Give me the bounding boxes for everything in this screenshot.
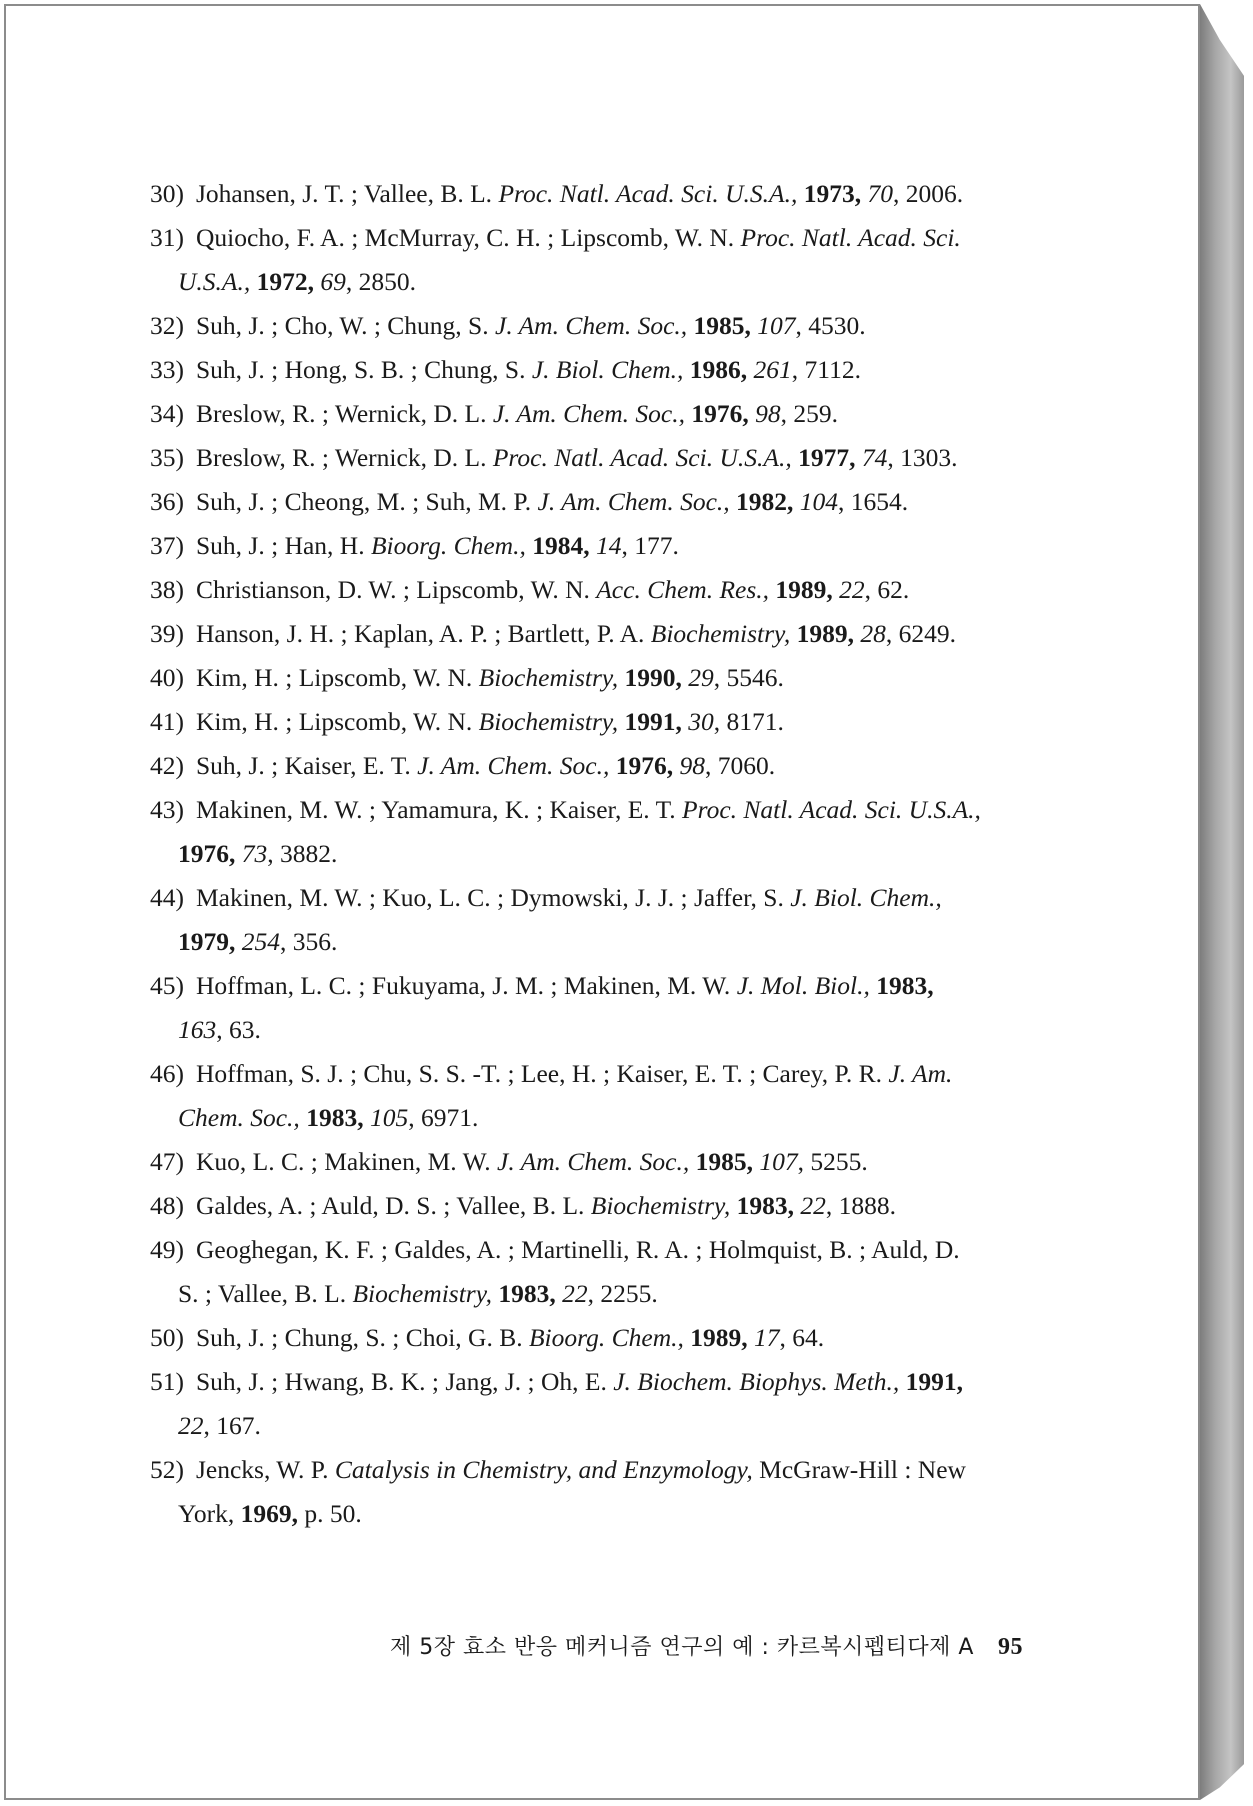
reference-authors: Makinen, M. W. ; Kuo, L. C. ; Dymowski, J. J. ; Jaffer, S. xyxy=(196,883,784,912)
reference-authors: Hoffman, S. J. ; Chu, S. S. -T. ; Lee, H. ; Kaiser, E. T. ; Carey, P. R. xyxy=(196,1059,883,1088)
reference-volume: 29 xyxy=(688,663,714,692)
reference-item xyxy=(150,788,1046,876)
reference-year: 1983, xyxy=(736,1191,795,1220)
reference-year: 1984, xyxy=(532,531,590,560)
reference-journal: J. Am. Chem. Soc., xyxy=(417,751,610,780)
reference-number: 43) xyxy=(150,795,184,824)
reference-year: 1972, xyxy=(256,267,314,296)
reference-volume: 22 xyxy=(839,575,865,604)
reference-authors: Breslow, R. ; Wernick, D. L. xyxy=(196,399,487,428)
reference-volume: 22 xyxy=(800,1191,826,1220)
reference-number: 52) xyxy=(150,1455,184,1484)
reference-volume: 17 xyxy=(754,1323,780,1352)
reference-volume: 22 xyxy=(562,1279,588,1308)
reference-year: 1973, xyxy=(803,179,862,208)
reference-year: 1979, xyxy=(178,927,236,956)
reference-volume: 104 xyxy=(799,487,839,516)
reference-journal: Biochemistry, xyxy=(590,1191,731,1220)
reference-year: 1976, xyxy=(615,751,674,780)
reference-authors: Suh, J. ; Hwang, B. K. ; Jang, J. ; Oh, E. xyxy=(196,1367,607,1396)
reference-authors: Quiocho, F. A. ; McMurray, C. H. ; Lipscomb, W. N. xyxy=(196,223,735,252)
reference-item xyxy=(150,304,1046,348)
reference-number: 40) xyxy=(150,663,184,692)
reference-journal: J. Biol. Chem., xyxy=(790,883,942,912)
reference-pages: , 6971. xyxy=(408,1103,479,1132)
reference-number: 34) xyxy=(150,399,184,428)
reference-item xyxy=(150,568,1046,612)
reference-journal: J. Biochem. Biophys. Meth., xyxy=(613,1367,900,1396)
reference-journal: J. Am. xyxy=(888,1059,953,1088)
reference-authors: Christianson, D. W. ; Lipscomb, W. N. xyxy=(196,575,590,604)
reference-volume: 74 xyxy=(861,443,888,472)
reference-year: 1983, xyxy=(498,1279,556,1308)
reference-pages: , 2006. xyxy=(892,179,964,208)
page-edge-shadow xyxy=(1200,4,1244,1800)
reference-item xyxy=(150,1228,1046,1316)
reference-item xyxy=(150,876,1046,964)
reference-pages: , 177. xyxy=(621,531,679,560)
reference-year: 1977, xyxy=(798,443,856,472)
reference-authors: Suh, J. ; Cheong, M. ; Suh, M. P. xyxy=(196,487,532,516)
reference-item xyxy=(150,1184,1046,1228)
reference-volume: 261 xyxy=(753,355,792,384)
reference-item xyxy=(150,700,1046,744)
reference-number: 49) xyxy=(150,1235,184,1264)
reference-pages: , 2850. xyxy=(345,267,416,296)
reference-journal: Proc. Natl. Acad. Sci. U.S.A., xyxy=(682,795,981,824)
reference-number: 50) xyxy=(150,1323,184,1352)
reference-pages: , 62. xyxy=(864,575,910,604)
reference-journal: J. Am. Chem. Soc., xyxy=(492,399,685,428)
reference-item xyxy=(150,1316,1046,1360)
reference-authors: Makinen, M. W. ; Yamamura, K. ; Kaiser, E. T. xyxy=(196,795,676,824)
reference-publisher: McGraw-Hill : New xyxy=(759,1455,966,1484)
reference-authors: Kim, H. ; Lipscomb, W. N. xyxy=(196,707,473,736)
reference-volume: 28 xyxy=(860,619,886,648)
reference-journal: J. Mol. Biol., xyxy=(736,971,870,1000)
reference-pages: , 259. xyxy=(780,399,838,428)
reference-authors: Kim, H. ; Lipscomb, W. N. xyxy=(196,663,473,692)
reference-pages: , 1654. xyxy=(838,487,909,516)
reference-pages: , 8171. xyxy=(713,707,784,736)
reference-year: 1976, xyxy=(691,399,749,428)
reference-number: 38) xyxy=(150,575,184,604)
reference-year: 1989, xyxy=(775,575,833,604)
reference-journal: J. Biol. Chem., xyxy=(531,355,684,384)
reference-journal: Biochemistry, xyxy=(478,663,619,692)
reference-volume: 98 xyxy=(679,751,705,780)
reference-year: 1982, xyxy=(736,487,794,516)
reference-number: 41) xyxy=(150,707,184,736)
reference-authors: Jencks, W. P. xyxy=(196,1455,329,1484)
reference-item xyxy=(150,172,1046,216)
reference-volume: 14 xyxy=(595,531,622,560)
reference-item xyxy=(150,656,1046,700)
reference-volume: 22 xyxy=(178,1411,204,1440)
reference-pages: , 64. xyxy=(779,1323,825,1352)
reference-number: 36) xyxy=(150,487,184,516)
reference-journal: Biochemistry, xyxy=(352,1279,492,1308)
reference-number: 47) xyxy=(150,1147,184,1176)
reference-year: 1983, xyxy=(876,971,934,1000)
reference-authors-cont: S. ; Vallee, B. L. xyxy=(178,1279,347,1308)
reference-number: 45) xyxy=(150,971,184,1000)
reference-journal-cont: U.S.A., xyxy=(178,267,251,296)
reference-year: 1991, xyxy=(624,707,682,736)
reference-item xyxy=(150,392,1046,436)
reference-year: 1983, xyxy=(306,1103,364,1132)
reference-number: 44) xyxy=(150,883,184,912)
reference-volume: 98 xyxy=(755,399,781,428)
page-number: 95 xyxy=(997,1634,1023,1660)
reference-authors: Galdes, A. ; Auld, D. S. ; Vallee, B. L. xyxy=(196,1191,585,1220)
reference-pages: , 7060. xyxy=(704,751,776,780)
reference-pages: , 63. xyxy=(216,1015,261,1044)
reference-year: 1985, xyxy=(693,311,751,340)
reference-journal: Proc. Natl. Acad. Sci. U.S.A., xyxy=(498,179,798,208)
reference-number: 48) xyxy=(150,1191,184,1220)
reference-authors: Suh, J. ; Hong, S. B. ; Chung, S. xyxy=(196,355,526,384)
reference-item xyxy=(150,1360,1046,1448)
reference-volume: 69 xyxy=(320,267,346,296)
reference-volume: 30 xyxy=(688,707,714,736)
reference-pages: , 5546. xyxy=(713,663,784,692)
reference-journal: Catalysis in Chemistry, and Enzymology, xyxy=(334,1455,753,1484)
reference-pages: , 1888. xyxy=(825,1191,897,1220)
reference-journal: Acc. Chem. Res., xyxy=(596,575,770,604)
reference-authors: Hoffman, L. C. ; Fukuyama, J. M. ; Makinen, M. W. xyxy=(196,971,731,1000)
reference-year: 1985, xyxy=(695,1147,753,1176)
reference-volume: 107 xyxy=(757,311,796,340)
reference-item xyxy=(150,1448,1046,1536)
reference-authors: Kuo, L. C. ; Makinen, M. W. xyxy=(196,1147,491,1176)
reference-authors: Suh, J. ; Cho, W. ; Chung, S. xyxy=(196,311,489,340)
reference-number: 51) xyxy=(150,1367,184,1396)
reference-journal-cont: Chem. Soc., xyxy=(178,1103,300,1132)
reference-pages: , 7112. xyxy=(791,355,861,384)
reference-pages: , 167. xyxy=(203,1411,261,1440)
reference-journal: Proc. Natl. Acad. Sci. U.S.A., xyxy=(492,443,792,472)
reference-journal: Bioorg. Chem., xyxy=(528,1323,684,1352)
reference-authors: Johansen, J. T. ; Vallee, B. L. xyxy=(196,179,493,208)
reference-number: 39) xyxy=(150,619,184,648)
reference-authors: Breslow, R. ; Wernick, D. L. xyxy=(196,443,487,472)
reference-volume: 105 xyxy=(369,1103,409,1132)
reference-item xyxy=(150,964,1046,1052)
reference-journal: Bioorg. Chem., xyxy=(370,531,526,560)
reference-pages: , 2255. xyxy=(587,1279,658,1308)
reference-volume: 73 xyxy=(241,839,268,868)
reference-number: 33) xyxy=(150,355,184,384)
reference-volume: 107 xyxy=(759,1147,798,1176)
reference-number: 31) xyxy=(150,223,184,252)
reference-item xyxy=(150,436,1046,480)
reference-pages: , 5255. xyxy=(797,1147,868,1176)
reference-journal: Proc. Natl. Acad. Sci. xyxy=(740,223,961,252)
reference-authors: Suh, J. ; Kaiser, E. T. xyxy=(196,751,411,780)
reference-publisher-cont: York, xyxy=(178,1499,235,1528)
reference-volume: 163 xyxy=(178,1015,217,1044)
reference-item xyxy=(150,1140,1046,1184)
reference-year: 1991, xyxy=(905,1367,964,1396)
reference-year: 1990, xyxy=(624,663,682,692)
reference-pages: , 6249. xyxy=(885,619,957,648)
chapter-title: 제 5장 효소 반응 메커니즘 연구의 예 : 카르복시펩티다제 A xyxy=(390,1635,974,1660)
page-footer xyxy=(390,1630,1023,1661)
reference-item xyxy=(150,524,1046,568)
reference-journal: Biochemistry, xyxy=(478,707,619,736)
reference-authors: Suh, J. ; Chung, S. ; Choi, G. B. xyxy=(196,1323,523,1352)
reference-item xyxy=(150,480,1046,524)
reference-journal: J. Am. Chem. Soc., xyxy=(537,487,730,516)
reference-volume: 70 xyxy=(867,179,893,208)
reference-year: 1989, xyxy=(690,1323,748,1352)
reference-year: 1986, xyxy=(689,355,748,384)
reference-item xyxy=(150,744,1046,788)
reference-journal: Biochemistry, xyxy=(650,619,791,648)
reference-number: 35) xyxy=(150,443,184,472)
reference-number: 46) xyxy=(150,1059,184,1088)
reference-item xyxy=(150,612,1046,656)
reference-journal: J. Am. Chem. Soc., xyxy=(495,311,688,340)
reference-number: 42) xyxy=(150,751,184,780)
reference-year: 1976, xyxy=(178,839,236,868)
reference-pages: , 3882. xyxy=(267,839,338,868)
reference-item xyxy=(150,1052,1046,1140)
reference-journal: J. Am. Chem. Soc., xyxy=(497,1147,690,1176)
reference-item xyxy=(150,216,1046,304)
reference-list xyxy=(150,172,1046,1536)
reference-number: 32) xyxy=(150,311,184,340)
reference-volume: 254 xyxy=(241,927,280,956)
reference-pages: , 356. xyxy=(280,927,338,956)
reference-number: 30) xyxy=(150,179,184,208)
reference-number: 37) xyxy=(150,531,184,560)
reference-pages: p. 50. xyxy=(297,1499,362,1528)
reference-year: 1989, xyxy=(796,619,855,648)
reference-item xyxy=(150,348,1046,392)
reference-pages: , 4530. xyxy=(795,311,866,340)
reference-authors: Hanson, J. H. ; Kaplan, A. P. ; Bartlett, P. A. xyxy=(196,619,645,648)
reference-authors: Suh, J. ; Han, H. xyxy=(196,531,365,560)
reference-year: 1969, xyxy=(240,1499,298,1528)
reference-authors: Geoghegan, K. F. ; Galdes, A. ; Martinelli, R. A. ; Holmquist, B. ; Auld, D. xyxy=(196,1235,960,1264)
reference-pages: , 1303. xyxy=(887,443,958,472)
